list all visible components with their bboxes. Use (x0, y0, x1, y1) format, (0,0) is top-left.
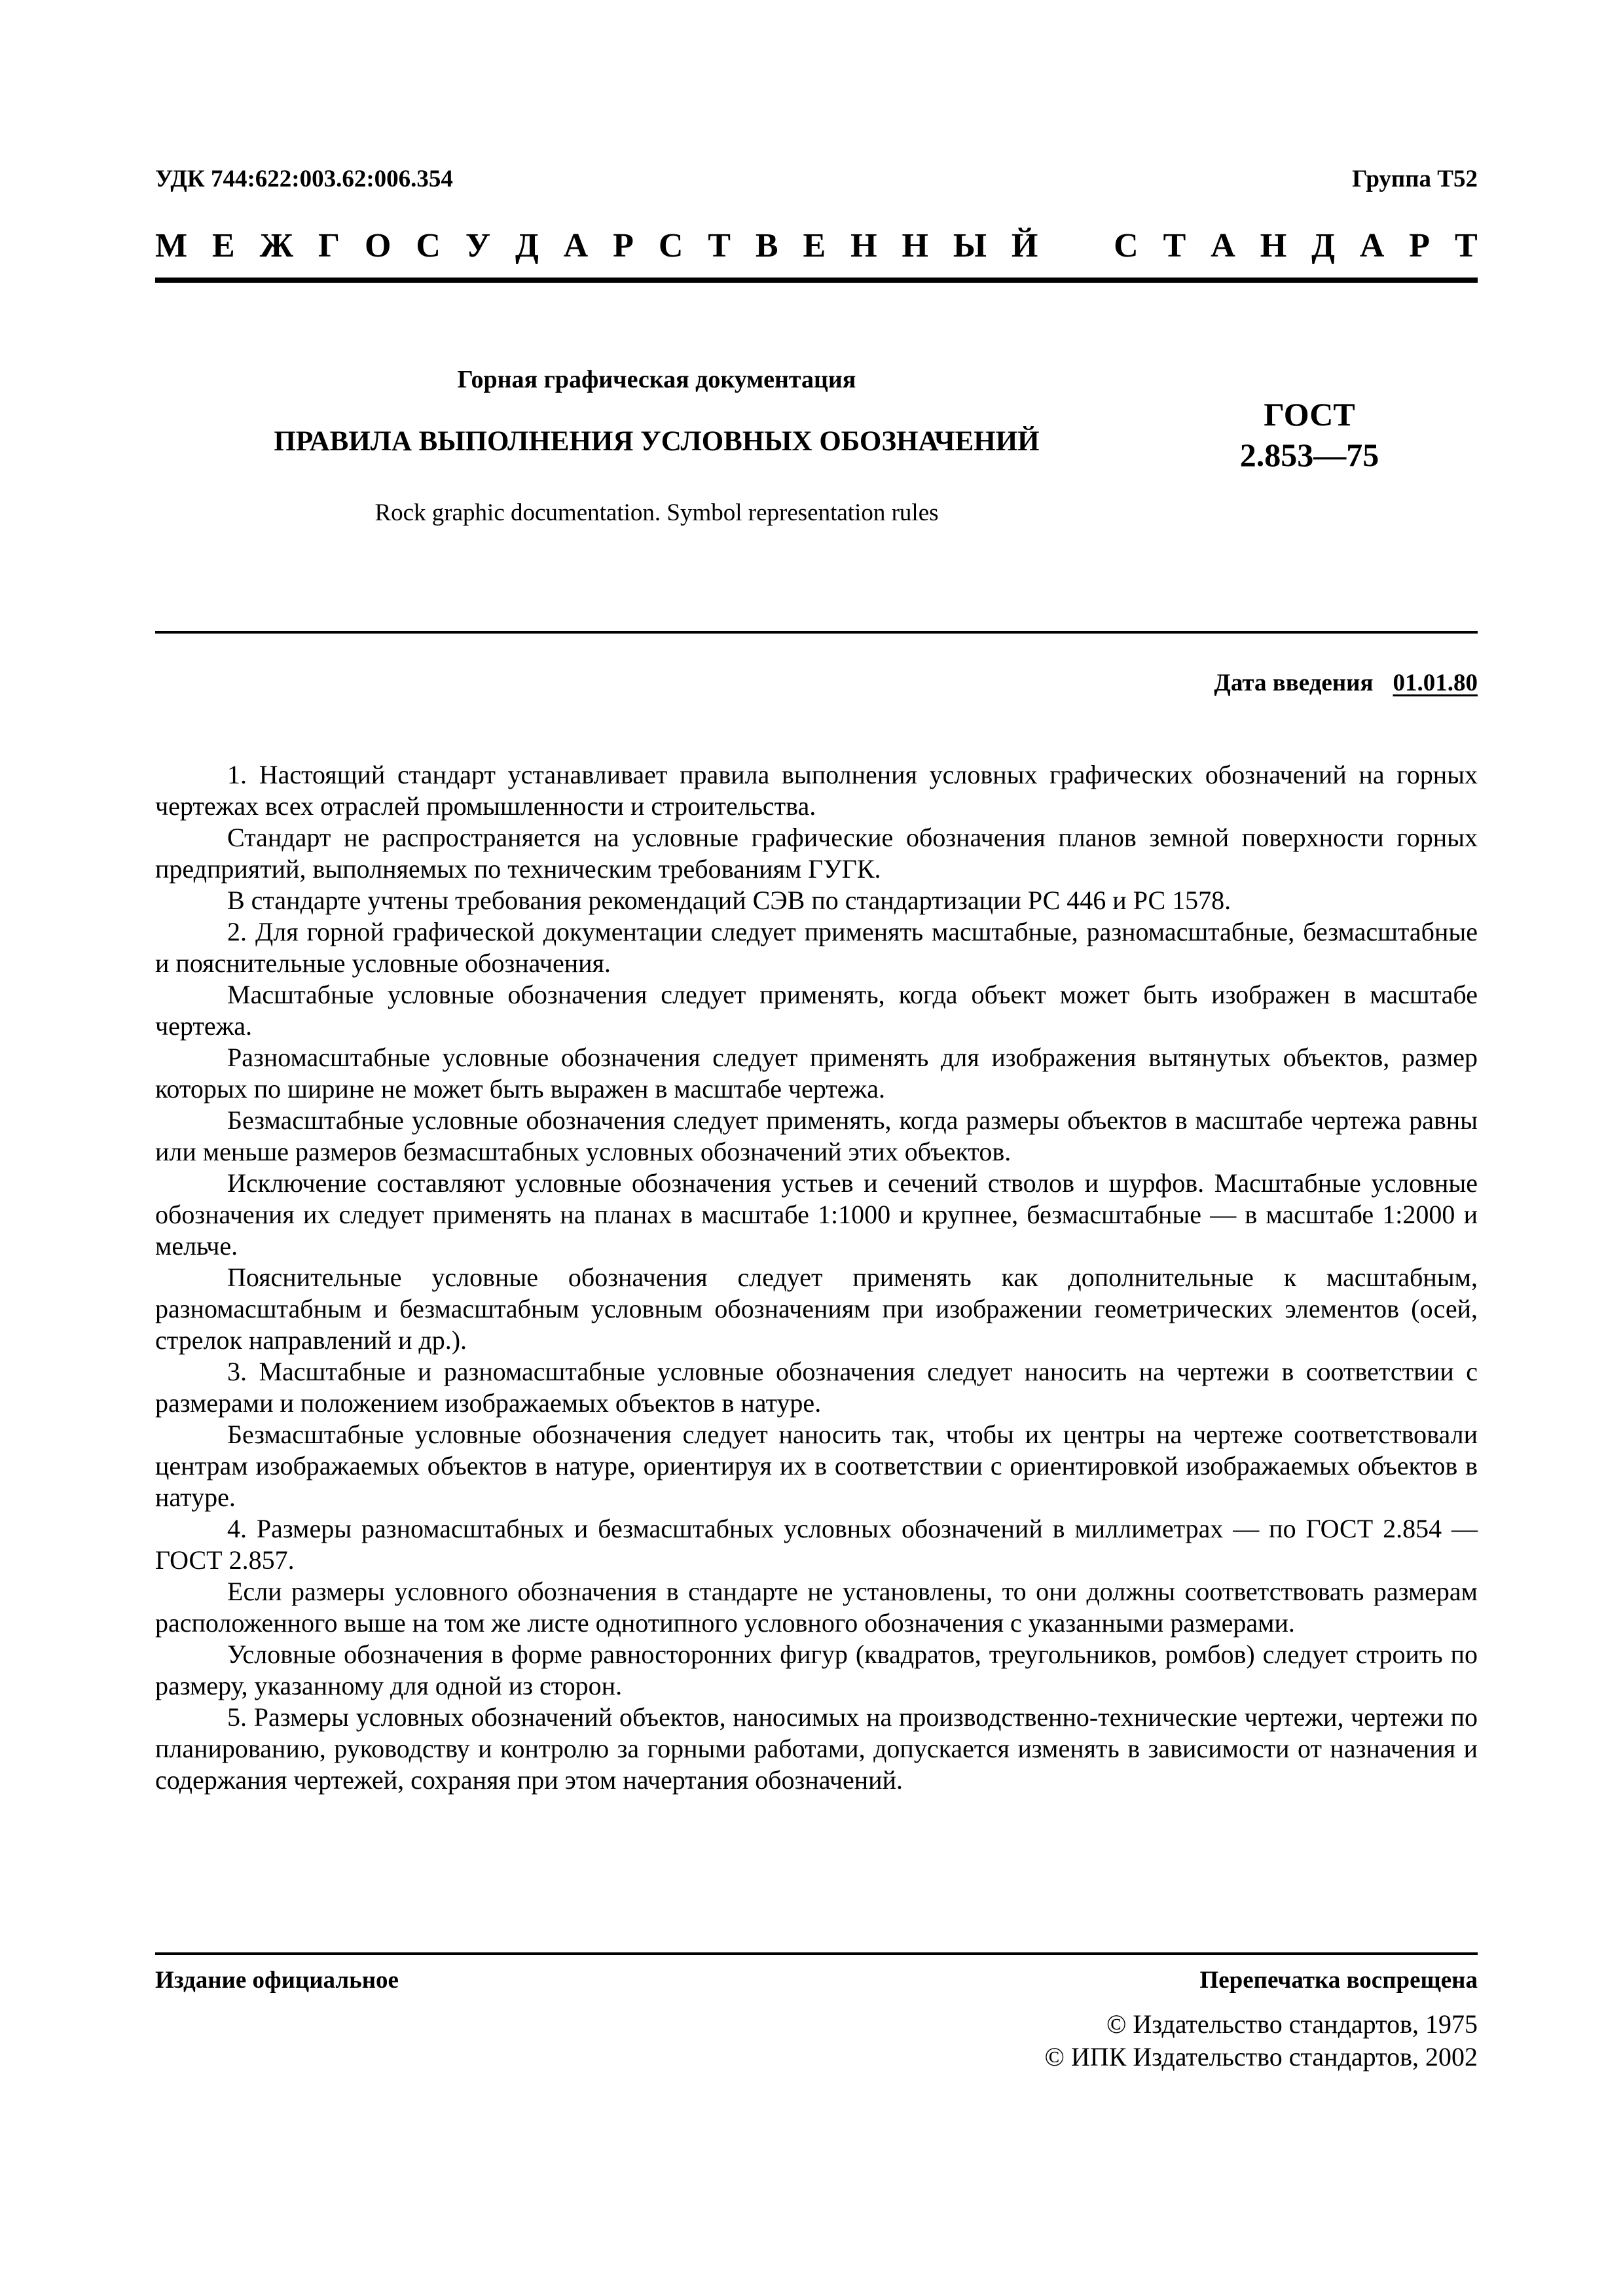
document-subject: Горная графическая документация (457, 366, 856, 393)
banner-letter: Н (850, 226, 877, 264)
paragraph: Безмасштабные условные обозначения следует наносить так, чтобы их центры на чертеже соответствовали центрам изображаемых объектов в натуре, ориентируя их в соответствии с ориентировкой изображаемых объектов в натуре. (155, 1420, 1478, 1512)
banner-letter: Е (803, 226, 826, 264)
gost-number: 2.853—75 (1239, 437, 1379, 473)
gost-designation (1178, 394, 1440, 475)
paragraph: 1. Настоящий стандарт устанавливает правила выполнения условных графических обозначений на горных чертежах всех отраслей промышленности и строительства. (155, 760, 1478, 821)
banner-letter: С (658, 226, 684, 264)
paragraph: Условные обозначения в форме равносторонних фигур (квадратов, треугольников, ромбов) следует строить по размеру, указанному для одной из сторон. (155, 1640, 1478, 1700)
banner-letter: А (1359, 226, 1385, 264)
udk-code: УДК 744:622:003.62:006.354 (155, 166, 453, 192)
title-divider (155, 631, 1478, 634)
copyright-block (1045, 2008, 1478, 2073)
document-title-english: Rock graphic documentation. Symbol representation rules (374, 499, 939, 526)
banner-letter: Т (708, 226, 731, 264)
intro-date-label: Дата введения (1214, 670, 1374, 696)
copyright-line: © ИПК Издательство стандартов, 2002 (1044, 2042, 1478, 2072)
paragraph: Стандарт не распространяется на условные графические обозначения планов земной поверхности горных предприятий, выполняемых по техническим требованиям ГУГК. (155, 823, 1478, 884)
banner-letter: О (364, 226, 392, 264)
banner-letter: Н (902, 226, 928, 264)
banner-letter: Т (1454, 226, 1478, 264)
banner-letter: Д (1311, 226, 1335, 264)
banner-letter: Г (318, 226, 340, 264)
banner-letter: Й (1011, 226, 1038, 264)
body-text (155, 759, 1478, 1796)
banner-letter: Н (1260, 226, 1287, 264)
footer-divider (155, 1952, 1478, 1955)
paragraph: Разномасштабные условные обозначения следует применять для изображения вытянутых объектов, размер которых по ширине не может быть выражен в масштабе чертежа. (155, 1043, 1478, 1103)
banner-letter: Ж (259, 226, 294, 264)
paragraph: В стандарте учтены требования рекомендаций СЭВ по стандартизации РС 446 и РС 1578. (227, 886, 1231, 915)
paragraph: Безмасштабные условные обозначения следует применять, когда размеры объектов в масштабе чертежа равны или меньше размеров безмасштабных условных обозначений этих объектов. (155, 1105, 1478, 1166)
copyright-line: © Издательство стандартов, 1975 (1106, 2009, 1478, 2039)
header-divider (155, 278, 1478, 283)
gost-label: ГОСТ (1264, 396, 1355, 433)
banner-letter: Р (1409, 226, 1431, 264)
header-row (155, 165, 1478, 204)
intro-date (1214, 669, 1478, 697)
banner-letter: Д (515, 226, 539, 264)
document-title: ПРАВИЛА ВЫПОЛНЕНИЯ УСЛОВНЫХ ОБОЗНАЧЕНИЙ (274, 426, 1040, 457)
banner-letter: М (155, 226, 188, 264)
paragraph: 3. Масштабные и разномасштабные условные обозначения следует наносить на чертежи в соответствии с размерами и положением изображаемых объектов в натуре. (155, 1357, 1478, 1418)
intro-date-value: 01.01.80 (1393, 670, 1478, 696)
edition-note: Издание официальное (155, 1967, 399, 1994)
banner-letter: Р (613, 226, 634, 264)
banner-letter: Ы (953, 226, 987, 264)
banner-letter: В (755, 226, 778, 264)
banner-letter: У (465, 226, 491, 264)
paragraph: 5. Размеры условных обозначений объектов, наносимых на производственно-технические чертежи, чертежи по планированию, руководству и контролю за горными работами, допускается изменять в зависимости от назначения и содержания чертежей, сохраняя при этом начертания обозначений. (155, 1702, 1478, 1795)
standard-banner (155, 223, 1478, 268)
group-code: Группа Т52 (1352, 166, 1478, 192)
reprint-note: Перепечатка воспрещена (1199, 1967, 1478, 1994)
paragraph: 4. Размеры разномасштабных и безмасштабных условных обозначений в миллиметрах — по ГОСТ 2.854 — ГОСТ 2.857. (155, 1514, 1478, 1575)
paragraph: Исключение составляют условные обозначения устьев и сечений стволов и шурфов. Масштабные условные обозначения их следует применять на планах в масштабе 1:1000 и крупнее, безмасштабные — в масштабе 1:2000 и мельче. (155, 1168, 1478, 1261)
banner-letter: С (416, 226, 441, 264)
banner-letter: С (1114, 226, 1139, 264)
paragraph: Пояснительные условные обозначения следует применять как дополнительные к масштабным, разномасштабным и безмасштабным условным обозначениям при изображении геометрических элементов (осей, стрелок направлений и др.). (155, 1263, 1478, 1355)
paragraph: 2. Для горной графической документации следует применять масштабные, разномасштабные, безмасштабные и пояснительные условные обозначения. (155, 917, 1478, 978)
banner-letter: Т (1163, 226, 1186, 264)
banner-letter: Е (212, 226, 235, 264)
paragraph: Масштабные условные обозначения следует применять, когда объект может быть изображен в масштабе чертежа. (155, 980, 1478, 1041)
banner-letter: А (1211, 226, 1235, 264)
banner-letter: А (563, 226, 589, 264)
paragraph: Если размеры условного обозначения в стандарте не установлены, то они должны соответствовать размерам расположенного выше на том же листе однотипного условного обозначения с указанными размерами. (155, 1577, 1478, 1638)
